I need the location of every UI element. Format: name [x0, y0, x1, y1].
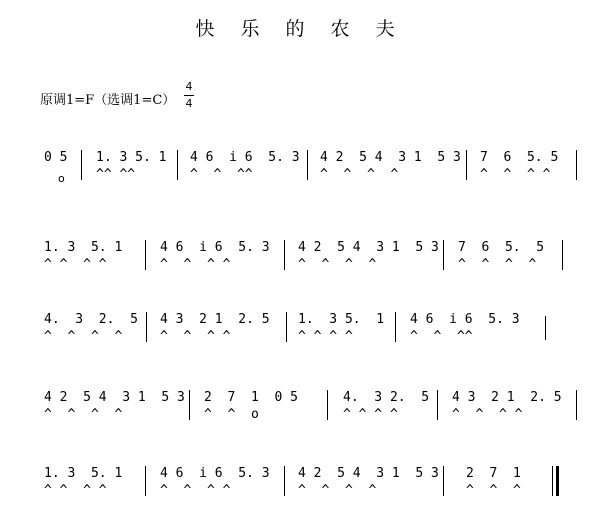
score-row-4: [0, 390, 600, 436]
barline: [327, 390, 328, 420]
accent-marks: ^ ^ ^ ^: [320, 167, 399, 182]
final-barline-thick: [556, 466, 559, 496]
measure: 4 2 5 4 3 1 5 3: [298, 466, 439, 481]
barline: [284, 466, 285, 496]
score-row-1: [0, 150, 600, 196]
barline: [395, 312, 396, 342]
measure: 4 6 i 6 5. 3: [160, 240, 270, 255]
score-row-2: [0, 240, 600, 286]
barline: [286, 312, 287, 342]
accent-marks: ^ ^ ^ ^: [44, 257, 107, 272]
barline: [443, 466, 444, 496]
measure: 4. 3 2. 5: [343, 390, 430, 405]
measure: 1. 3 5. 1: [44, 240, 123, 255]
time-signature: [184, 80, 194, 111]
barline: [189, 390, 190, 420]
accent-marks: ^ ^ ^: [466, 483, 521, 498]
accent-marks: ^ ^ ^ ^: [44, 483, 107, 498]
measure: 4 3 2 1 2. 5: [160, 312, 270, 327]
barline: [145, 240, 146, 270]
accent-marks: ^ ^ ^ ^: [298, 483, 377, 498]
barline: [145, 466, 146, 496]
barline: [177, 150, 178, 180]
barline: [437, 390, 438, 420]
measure: 2 7 1: [466, 466, 521, 481]
accent-marks: ^ ^ ^ ^: [343, 407, 398, 422]
accent-marks: ^ ^ ^^: [410, 329, 473, 344]
measure: 4. 3 2. 5: [44, 312, 138, 327]
measure: 4 2 5 4 3 1 5 3: [320, 150, 461, 165]
accent-marks: ^ ^ ^ ^: [160, 483, 231, 498]
measure: 2 7 1 0 5: [204, 390, 298, 405]
barline: [576, 150, 577, 180]
barline: [466, 150, 467, 180]
barline: [576, 390, 577, 420]
score-row-5: [0, 466, 600, 512]
measure: 1. 3 5. 1: [298, 312, 385, 327]
final-barline-thin: [552, 466, 553, 496]
score-row-3: [0, 312, 600, 358]
barline: [146, 312, 147, 342]
time-signature-line: [184, 95, 194, 96]
measure: 4 6 i 6 5. 3: [160, 466, 270, 481]
barline: [545, 316, 546, 340]
accent-marks: ^ ^ ^ ^: [44, 407, 123, 422]
measure: 4 6 i 6 5. 3: [190, 150, 300, 165]
barline: [81, 150, 82, 180]
accent-marks: ^ ^ ^ ^: [160, 329, 231, 344]
barline: [562, 240, 563, 270]
song-title: 快 乐 的 农 夫: [195, 18, 405, 40]
accent-marks: ^ ^ ^ ^: [480, 167, 551, 182]
measure: 4 6 i 6 5. 3: [410, 312, 520, 327]
time-signature-top: 4: [185, 80, 193, 93]
measure: 1. 3 5. 1: [44, 466, 123, 481]
key-signature: 原调1=F（选调1=C）: [40, 93, 176, 108]
measure: 0 5: [44, 150, 68, 165]
measure: 7 6 5. 5: [458, 240, 545, 255]
measure: 4 2 5 4 3 1 5 3: [44, 390, 185, 405]
accent-marks: ^ ^ ^^: [190, 167, 253, 182]
accent-marks: ^ ^ ^ ^: [160, 257, 231, 272]
measure: 4 3 2 1 2. 5: [452, 390, 562, 405]
barline: [284, 240, 285, 270]
measure: 1. 3 5. 1: [96, 150, 167, 165]
measure: 4 2 5 4 3 1 5 3: [298, 240, 439, 255]
rest-circle: o: [58, 172, 65, 185]
barline: [307, 150, 308, 180]
time-signature-bottom: 4: [185, 97, 193, 110]
accent-marks: ^ ^ ^ ^: [44, 329, 123, 344]
accent-marks: ^^ ^^: [96, 167, 136, 182]
accent-marks: ^ ^ ^ ^: [298, 329, 353, 344]
accent-marks: ^ ^ o: [204, 407, 259, 422]
barline: [443, 240, 444, 270]
measure: 7 6 5. 5: [480, 150, 559, 165]
accent-marks: ^ ^ ^ ^: [298, 257, 377, 272]
accent-marks: ^ ^ ^ ^: [458, 257, 537, 272]
accent-marks: ^ ^ ^ ^: [452, 407, 523, 422]
